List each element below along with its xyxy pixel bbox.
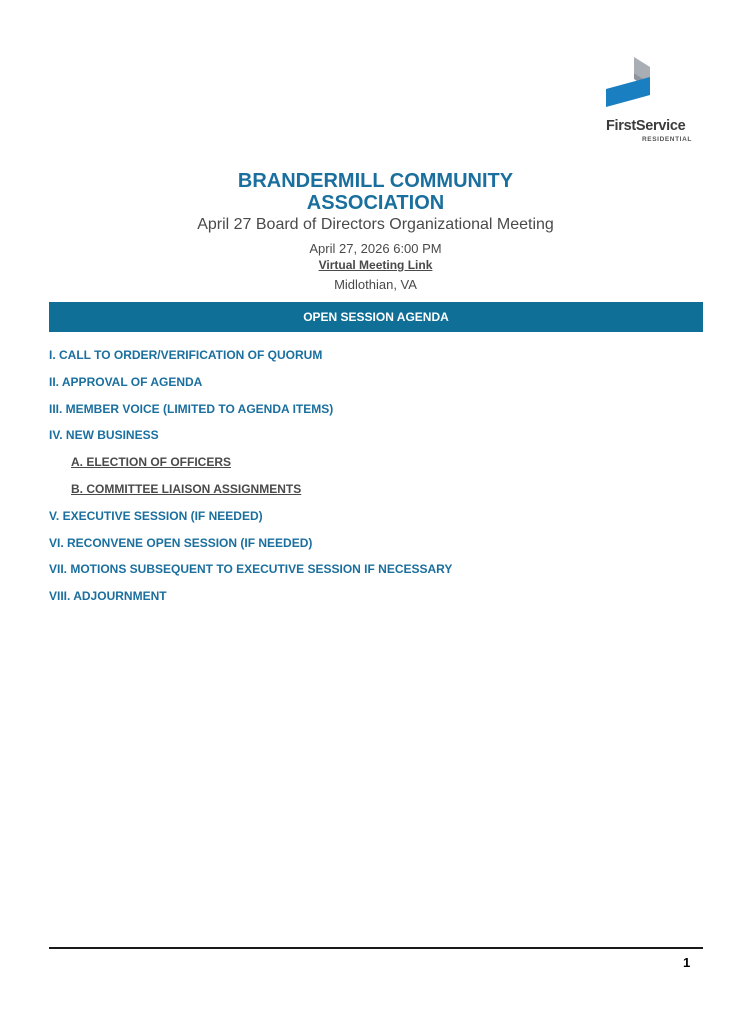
- logo-name: FirstService: [606, 118, 686, 134]
- logo-subtitle: RESIDENTIAL: [642, 136, 692, 143]
- agenda-item: III. MEMBER VOICE (LIMITED TO AGENDA ITEMS): [49, 401, 334, 416]
- page-number: 1: [683, 955, 691, 970]
- agenda-item: II. APPROVAL OF AGENDA: [49, 374, 203, 389]
- virtual-meeting-link[interactable]: Virtual Meeting Link: [318, 258, 433, 272]
- title-line-1: BRANDERMILL COMMUNITY: [237, 170, 514, 192]
- meeting-datetime: April 27, 2026 6:00 PM: [309, 241, 442, 256]
- agenda-item: VII. MOTIONS SUBSEQUENT TO EXECUTIVE SESSION IF NECESSARY: [49, 562, 453, 577]
- agenda-item: IV. NEW BUSINESS: [49, 428, 159, 443]
- agenda-item: V. EXECUTIVE SESSION (IF NEEDED): [49, 508, 263, 523]
- footer-divider: [49, 947, 703, 949]
- title-line-2: ASSOCIATION: [306, 192, 445, 214]
- page-title: [0, 170, 751, 214]
- meeting-subtitle: April 27 Board of Directors Organizational Meeting: [197, 216, 554, 233]
- meeting-location: Midlothian, VA: [334, 277, 417, 292]
- agenda-item: VI. RECONVENE OPEN SESSION (IF NEEDED): [49, 535, 313, 550]
- agenda-subitem: B. COMMITTEE LIAISON ASSIGNMENTS: [71, 481, 302, 496]
- virtual-meeting-link-row: [0, 258, 751, 272]
- agenda-list: [49, 348, 703, 616]
- agenda-item: VIII. ADJOURNMENT: [49, 589, 167, 604]
- agenda-subitem: A. ELECTION OF OFFICERS: [71, 455, 232, 470]
- logo-mark-icon: [606, 55, 652, 111]
- firstservice-logo: [602, 55, 702, 147]
- section-banner: OPEN SESSION AGENDA: [49, 302, 703, 332]
- agenda-item: I. CALL TO ORDER/VERIFICATION OF QUORUM: [49, 348, 323, 362]
